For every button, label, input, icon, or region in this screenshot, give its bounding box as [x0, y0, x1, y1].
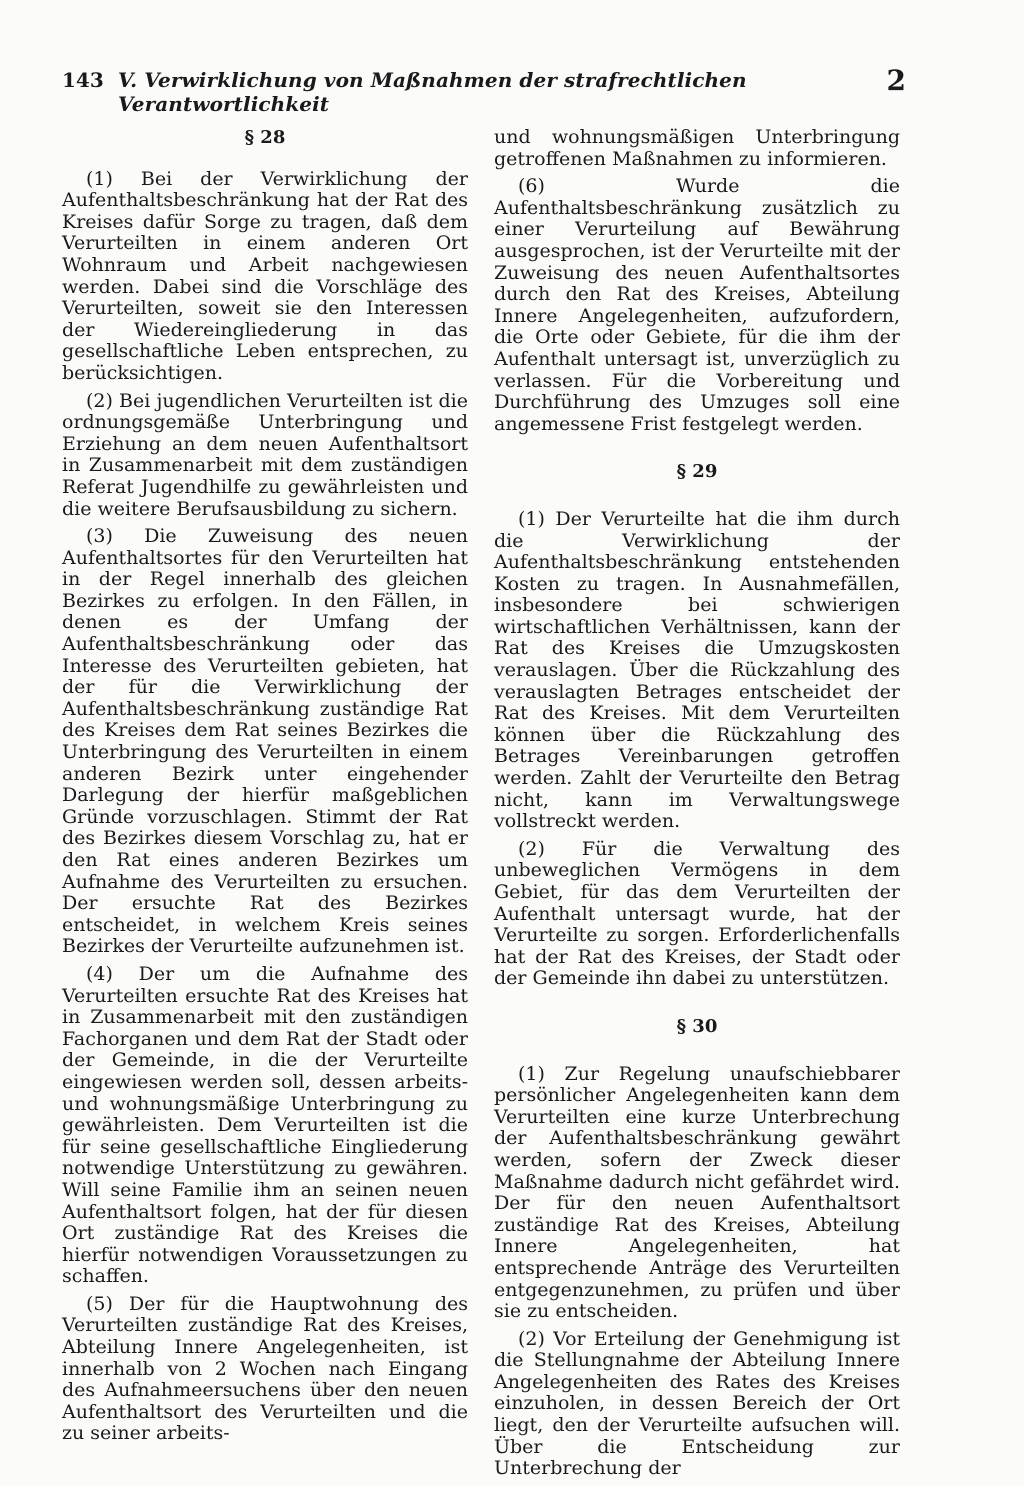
paragraph-28-5: (5) Der für die Hauptwohnung des Verurteilten zuständige Rat des Kreises, Abteilung Innere Angelegenheiten, ist innerhalb von 2 Wochen nach Eingang des Aufnahmeersuchens über den neuen Aufenthaltsort des Verurteilten und die zu seiner arbeits-	[62, 1292, 468, 1445]
right-column	[494, 127, 900, 1486]
paragraph-28-2: (2) Bei jugendlichen Verurteilten ist die ordnungsgemäße Unterbringung und Erziehung an dem neuen Aufenthaltsort in Zusammenarbeit mit dem zuständigen Referat Jugendhilfe zu gewährleisten und die weitere Berufsausbildung zu sichern.	[62, 389, 468, 520]
paragraph-30-2: (2) Vor Erteilung der Genehmigung ist die Stellungnahme der Abteilung Innere Angelegenheiten des Rates des Kreises einzuholen, in dessen Bereich der Ort liegt, den der Verurteilte aufsuchen will. Über die Entscheidung zur Unterbrechung der	[494, 1327, 900, 1480]
section-heading-28: § 28	[244, 127, 286, 148]
left-column	[62, 127, 468, 1451]
paragraph-28-1: (1) Bei der Verwirklichung der Aufenthaltsbeschränkung hat der Rat des Kreises dafür Sorge zu tragen, daß dem Verurteilten in einem anderen Ort Wohnraum und Arbeit nachgewiesen werden. Dabei sind die Vorschläge des Verurteilten, soweit sie den Interessen der Wiedereingliederung in das gesellschaftliche Leben entsprechen, zu berücksichtigen.	[62, 167, 468, 384]
paragraph-29-2: (2) Für die Verwaltung des unbeweglichen Vermögens in dem Gebiet, für das dem Verurteilten der Aufenthalt untersagt wurde, hat der Verurteilte zu sorgen. Erforderlichenfalls hat der Rat des Kreises, der Stadt oder der Gemeinde ihn dabei zu unterstützen.	[494, 837, 900, 990]
paragraph-30-1: (1) Zur Regelung unaufschiebbarer persönlicher Angelegenheiten kann dem Verurteilten eine kurze Unterbrechung der Aufenthaltsbeschränkung gewährt werden, sofern der Zweck dieser Maßnahme dadurch nicht gefährdet wird. Der für den neuen Aufenthaltsort zuständige Rat des Kreises, Abteilung Innere Angelegenheiten, hat entsprechende Anträge des Verurteilten entgegenzunehmen, zu prüfen und über sie zu entscheiden.	[494, 1062, 900, 1323]
paragraph-28-3: (3) Die Zuweisung des neuen Aufenthaltsortes für den Verurteilten hat in der Regel innerhalb des gleichen Bezirkes zu erfolgen. In den Fällen, in denen es der Umfang der Aufenthaltsbeschränkung oder das Interesse des Verurteilten gebieten, hat der für die Verwirklichung der Aufenthaltsbeschränkung zuständige Rat des Kreises dem Rat seines Bezirkes die Unterbringung des Verurteilten in einem anderen Bezirk unter eingehender Darlegung der hierfür maßgeblichen Gründe vorzuschlagen. Stimmt der Rat des Bezirkes diesem Vorschlag zu, hat er den Rat eines anderen Bezirkes um Aufnahme des Verurteilten zu ersuchen. Der ersuchte Rat des Bezirkes entscheidet, in welchem Kreis seines Bezirkes der Verurteilte aufzunehmen ist.	[62, 525, 468, 958]
paragraph-28-5-continued: und wohnungsmäßigen Unterbringung getroffenen Maßnahmen zu informieren.	[494, 126, 900, 170]
chapter-number: 2	[886, 64, 906, 97]
running-header	[62, 64, 906, 116]
paragraph-29-1: (1) Der Verurteilte hat die ihm durch die Verwirklichung der Aufenthaltsbeschränkung entstehenden Kosten zu tragen. In Ausnahmefällen, insbesondere bei schwierigen wirtschaftlichen Verhältnissen, kann der Rat des Kreises die Umzugskosten verauslagen. Über die Rückzahlung des verauslagten Betrages entscheidet der Rat des Kreises. Mit dem Verurteilten können über die Rückzahlung des Betrages Vereinbarungen getroffen werden. Zahlt der Verurteilte den Betrag nicht, kann im Verwaltungswege vollstreckt werden.	[494, 507, 900, 833]
paragraph-28-6: (6) Wurde die Aufenthaltsbeschränkung zusätzlich zu einer Verurteilung auf Bewährung ausgesprochen, ist der Verurteilte mit der Zuweisung des neuen Aufenthaltsortes durch den Rat des Kreises, Abteilung Innere Angelegenheiten, aufzufordern, die Orte oder Gebiete, für die ihm der Aufenthalt untersagt ist, unverzüglich zu verlassen. Für die Vorbereitung und Durchführung des Umzuges soll eine angemessene Frist festgelegt werden.	[494, 175, 900, 435]
page-number: 143	[62, 68, 104, 92]
section-heading-30: § 30	[676, 1015, 718, 1037]
running-title: V. Verwirklichung von Maßnahmen der strafrechtlichen Verantwortlichkeit	[118, 68, 747, 116]
section-heading-29: § 29	[676, 461, 718, 483]
paragraph-28-4: (4) Der um die Aufnahme des Verurteilten ersuchte Rat des Kreises hat in Zusammenarbeit mit den zuständigen Fachorganen und dem Rat der Stadt oder der Gemeinde, in die der Verurteilte eingewiesen werden soll, dessen arbeits- und wohnungsmäßige Unterbringung zu gewährleisten. Dem Verurteilten ist die für seine gesellschaftliche Eingliederung notwendige Unterstützung zu gewähren. Will seine Familie ihm an seinen neuen Aufenthaltsort folgen, hat der für diesen Ort zuständige Rat des Kreises die hierfür notwendigen Voraussetzungen zu schaffen.	[62, 962, 468, 1288]
